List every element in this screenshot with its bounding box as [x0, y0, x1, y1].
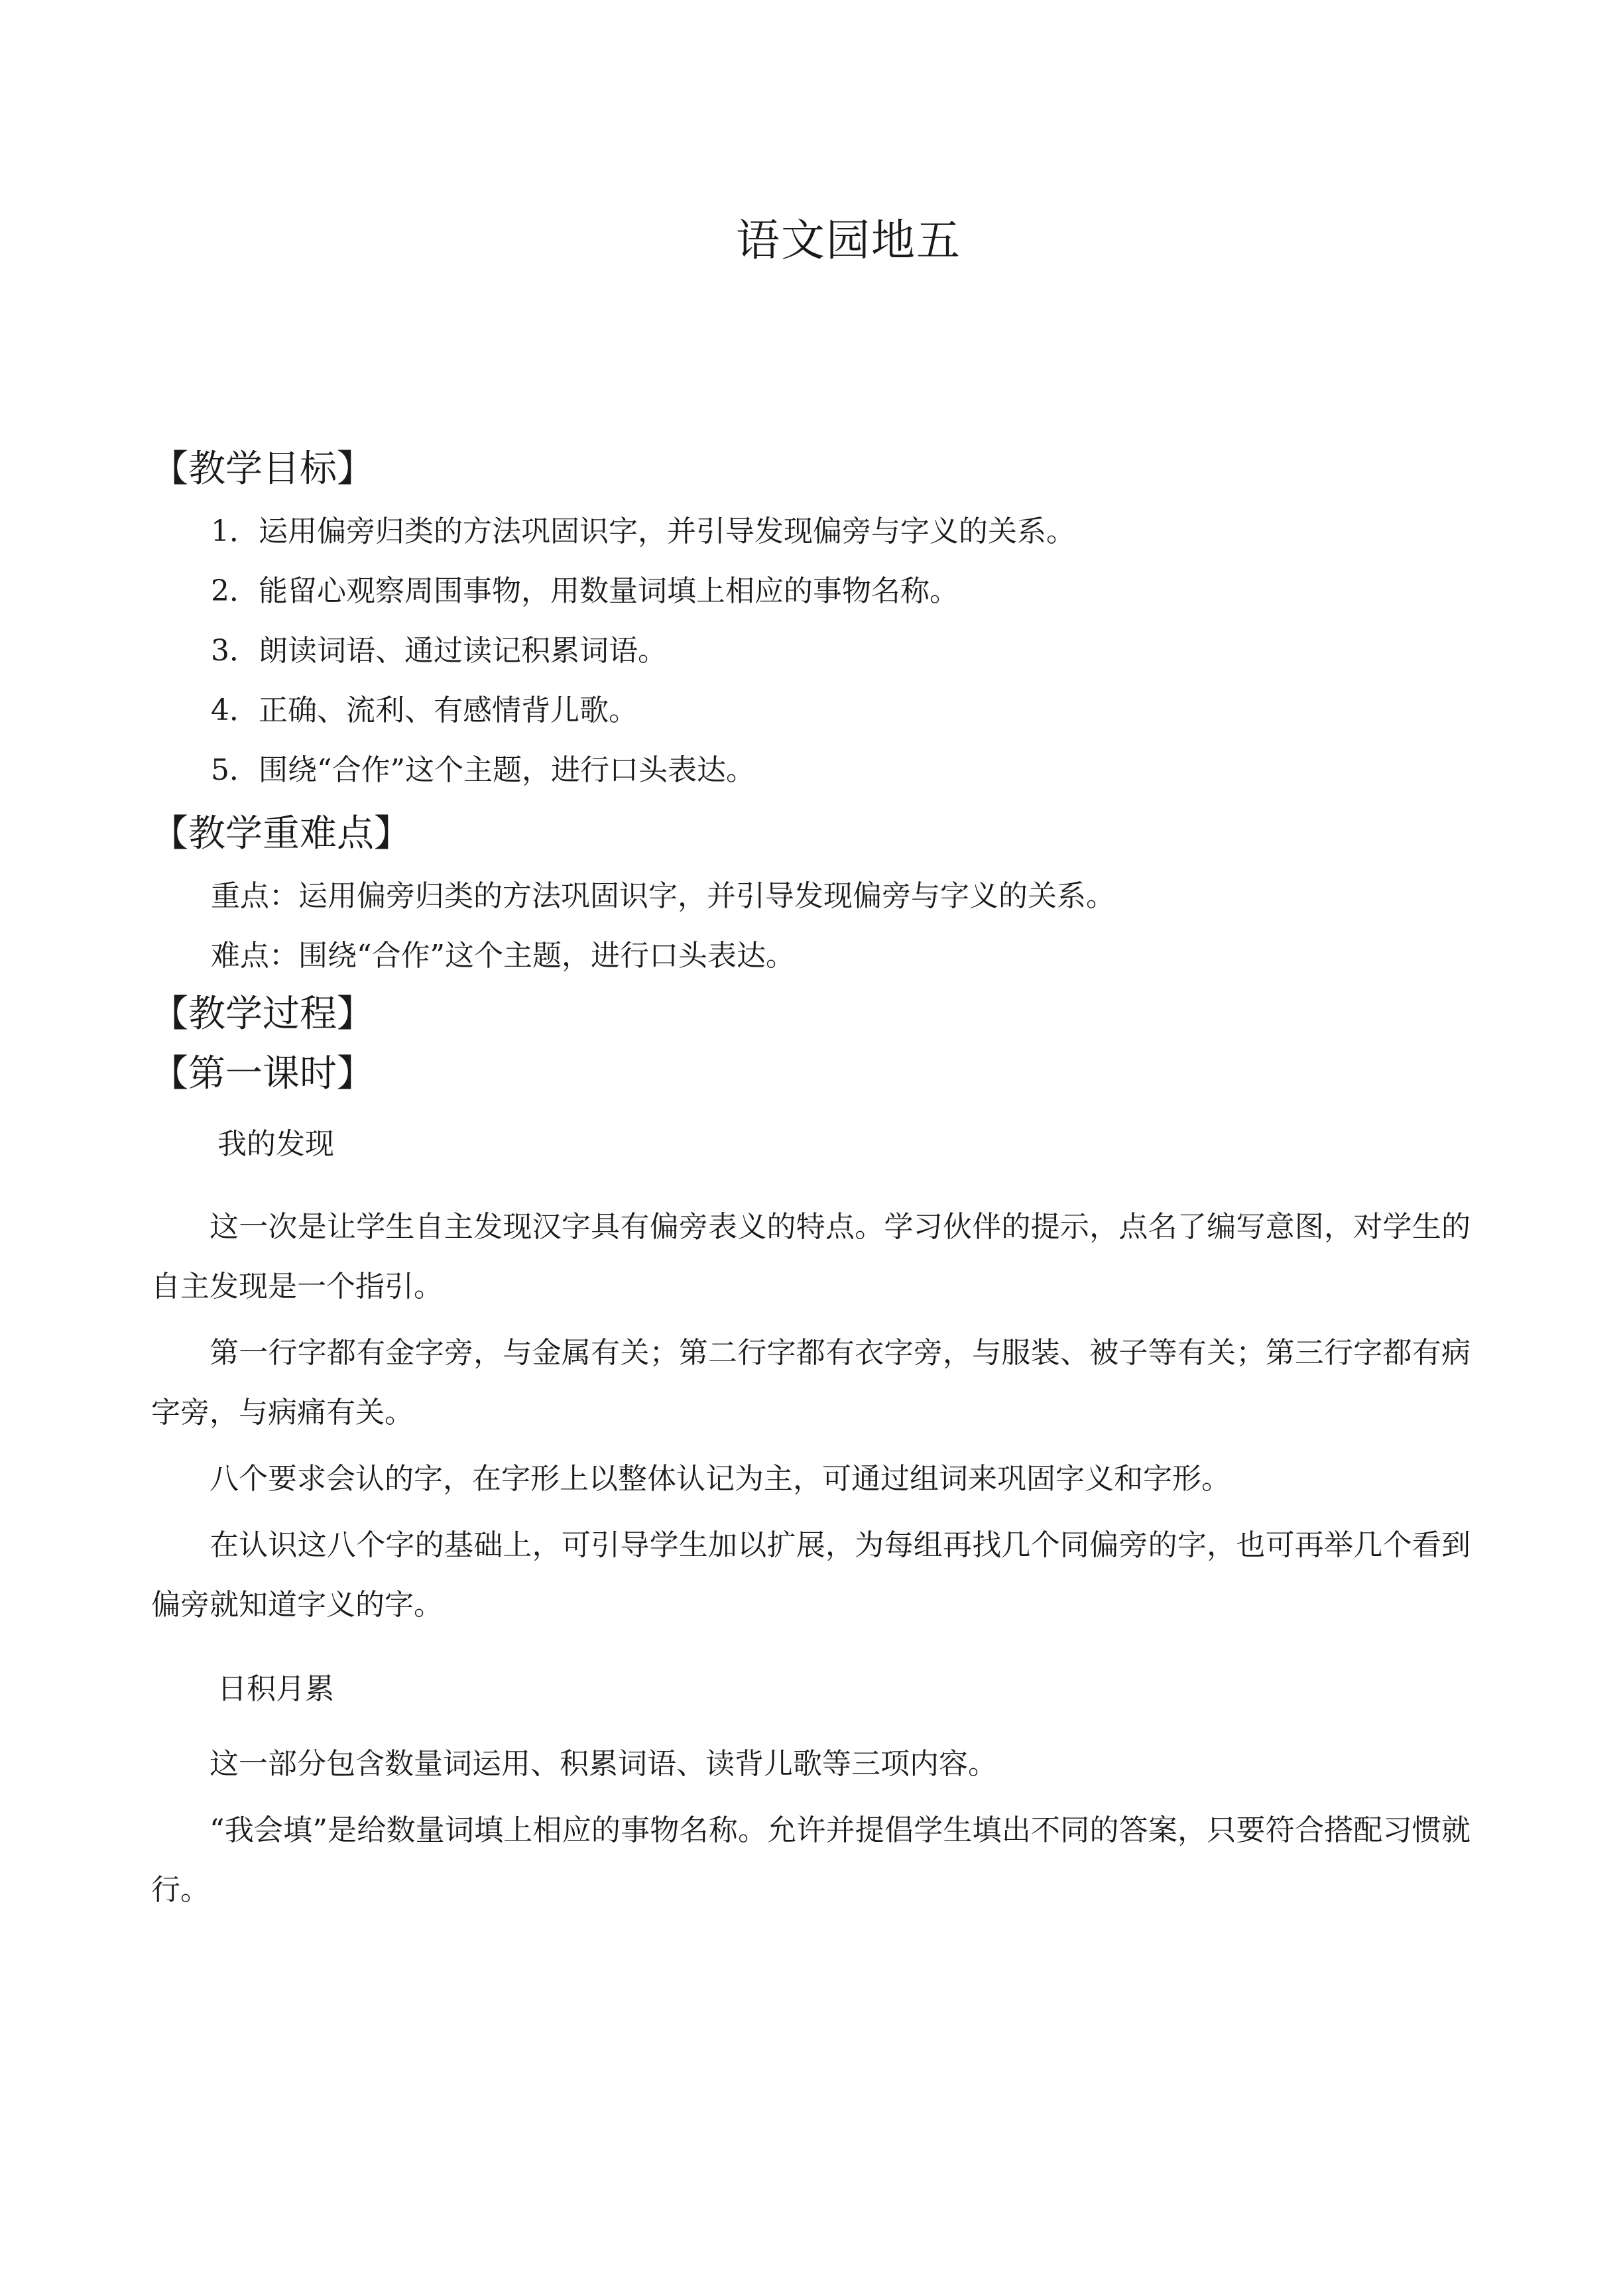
section-title-discovery: 我的发现	[217, 1127, 334, 1161]
difficult-point: 难点：围绕“合作”这个主题，进行口头表达。	[211, 939, 795, 973]
discovery-paragraph-1: 这一次是让学生自主发现汉字具有偏旁表义的特点。学习伙伴的提示，点名了编写意图，对学生的自主发现是一个指引。	[151, 1210, 1471, 1303]
goal-item-2: 2．能留心观察周围事物，用数量词填上相应的事物名称。	[211, 574, 959, 608]
process-heading: 【教学过程】	[151, 993, 374, 1036]
goal-item-1: 1．运用偏旁归类的方法巩固识字，并引导发现偏旁与字义的关系。	[211, 514, 1075, 548]
accumulation-paragraph-2: “我会填”是给数量词填上相应的事物名称。允许并提倡学生填出不同的答案，只要符合搭配习惯就行。	[151, 1813, 1471, 1907]
key-points-heading: 【教学重难点】	[151, 812, 411, 855]
accumulation-paragraph-1: 这一部分包含数量词运用、积累词语、读背儿歌等三项内容。	[210, 1747, 997, 1781]
section-title-accumulation: 日积月累	[217, 1672, 334, 1706]
goal-item-5: 5．围绕“合作”这个主题，进行口头表达。	[211, 753, 755, 787]
goal-item-4: 4．正确、流利、有感情背儿歌。	[211, 694, 638, 727]
discovery-paragraph-2: 第一行字都有金字旁，与金属有关；第二行字都有衣字旁，与服装、被子等有关；第三行字都有病字旁，与病痛有关。	[151, 1336, 1471, 1429]
document-title: 语文园地五	[736, 215, 961, 266]
goal-item-3: 3．朗读词语、通过读记积累词语。	[211, 634, 667, 668]
discovery-paragraph-4: 在认识这八个字的基础上，可引导学生加以扩展，为每组再找几个同偏旁的字，也可再举几个看到偏旁就知道字义的字。	[151, 1528, 1471, 1622]
key-point: 重点：运用偏旁归类的方法巩固识字，并引导发现偏旁与字义的关系。	[211, 879, 1115, 913]
lesson1-heading: 【第一课时】	[151, 1052, 374, 1095]
goals-heading: 【教学目标】	[151, 448, 374, 491]
discovery-paragraph-3: 八个要求会认的字，在字形上以整体认记为主，可通过组词来巩固字义和字形。	[210, 1462, 1231, 1496]
